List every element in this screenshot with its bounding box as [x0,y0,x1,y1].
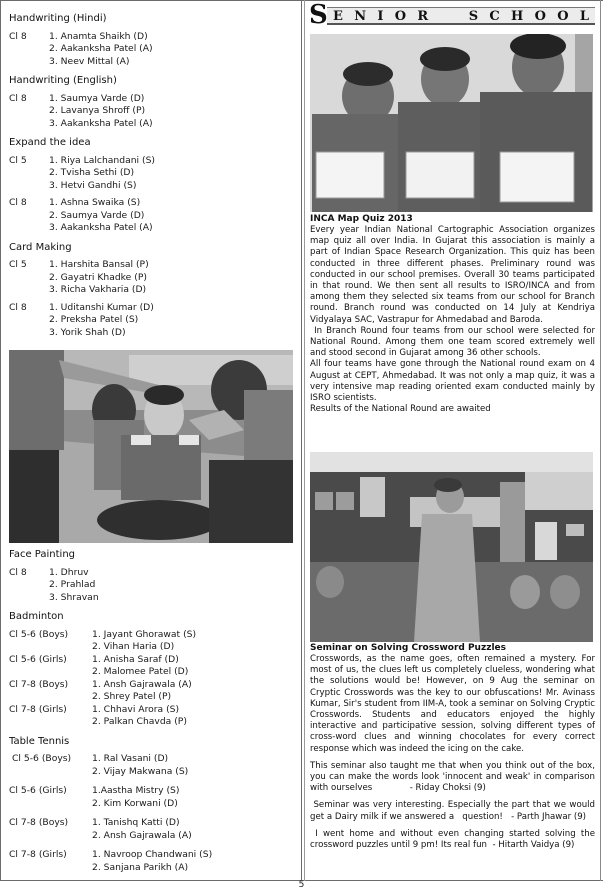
winner: 3. Neev Mittal (A) [49,55,130,67]
seminar-article [310,643,598,851]
winner-list [49,567,99,605]
winner: 2. Vihan Haria (D) [92,641,175,652]
winner: 1. Uditanshi Kumar (D) [49,301,154,313]
section-title: Expand the idea [9,137,91,148]
masthead-letter: S [468,9,479,24]
section-title: Face Painting [9,549,76,560]
masthead-letter: I [377,9,384,24]
winner-list [92,704,187,729]
left-column-results [9,8,297,344]
winner: 3. Aakanksha Patel (A) [49,222,153,233]
winner: 1. Dhruv [49,566,89,578]
article-paragraph: Crosswords, as the name goes, often remained a mystery. For most of us, the clues left us completely clueless, wondering what the solutions would be! However, on 9 Aug the seminar on Cryptic Crosswords was the key to our obfuscations! Mr. Avinass Kumar, Sir's student from IIM-A, took a seminar on Solving Cryptic Crosswords. Students and educators enjoyed the highly interactive and participative session, solving different types of cross-word clues and winning chocolates for every correct response which was indeed the icing on the cake. [310,654,595,754]
class-label: Cl 5-6 (Girls) [9,785,67,796]
result-group [9,849,297,874]
class-label: Cl 8 [9,301,27,313]
class-label: Cl 5 [9,259,27,270]
student-quote [310,761,595,795]
winner: 1. Ansh Gajrawala (A) [92,678,192,690]
winner: 1. Chhavi Arora (S) [92,703,180,715]
result-group [9,817,297,842]
class-label: Cl 5-6 (Boys) [9,628,69,640]
masthead-letter: H [511,9,524,24]
quote-author: - Hitarth Vaidya (9) [492,840,575,851]
class-label: Cl 8 [9,197,27,208]
result-group [9,679,297,704]
winner: 3. Hetvi Gandhi (S) [49,179,137,191]
winner: 1. Riya Lalchandani (S) [49,154,155,166]
class-label: Cl 8 [9,30,27,42]
article-paragraph: All four teams have gone through the National round exam on 4 August at CEPT, Ahmedabad. It was not only a map quiz, it was a very intensive map reading oriented exam conducted mainly by ISRO scientists. [310,359,595,404]
winner: 2. Saumya Varde (D) [49,209,145,221]
winner-list [92,753,188,778]
result-group [9,753,297,778]
masthead-initial: S [309,0,328,30]
winner-list [92,785,179,810]
article-paragraph: Every year Indian National Cartographic Association organizes map quiz all over India. In Gujarat this association is mainly a part of Indian Space Research Organization. This quiz has been conducted in three different phases. Preliminary round was conducted in our school premises. Overall 30 teams participated in that round. We then sent all results to ISRO/INCA and from among them they selected six teams from our school for Branch round. Branch round was conducted on 14 July at Kendriya Vidyalaya SAC, Vastrapur for Ahmedabad and Baroda. [310,225,595,325]
article-paragraph: In Branch Round four teams from our school were selected for National Round. Among them one team scored extremely well and stood second in Gujarat among 36 other schools. [310,325,598,359]
winner: 2. Vijay Makwana (S) [92,765,189,777]
winner: 3. Richa Vakharia (D) [49,284,147,295]
result-group [9,259,297,297]
masthead-word-gap [439,9,457,24]
class-label: Cl 7-8 (Boys) [9,817,69,828]
class-label: Cl 5-6 (Girls) [9,653,67,665]
article-title: Seminar on Solving Crossword Puzzles [310,643,506,653]
winner: 1. Ral Vasani (D) [92,753,169,764]
winner: 2. Tvisha Sethi (D) [49,167,135,178]
senior-school-masthead [309,0,595,30]
result-group [9,785,297,810]
frame-right-rule [600,0,601,881]
masthead-letter: E [333,9,343,24]
winner-list [92,629,196,654]
quote-author: - Parth Jhawar (9) [511,811,587,822]
result-group [9,567,297,605]
winner-list [49,259,149,297]
winner: 2. Ansh Gajrawala (A) [92,829,192,841]
result-group [9,197,297,235]
seminar-image [310,452,593,642]
column-divider-inner [304,0,305,881]
frame-left-rule [0,0,1,881]
inca-winners-image [310,34,593,212]
result-group [9,93,297,131]
masthead-letter: C [489,9,500,24]
winner-list [92,817,192,842]
winner: 1. Harshita Bansal (P) [49,259,149,270]
winner: 2. Aakanksha Patel (A) [49,43,153,54]
winner: 2. Shrey Patel (P) [92,691,172,702]
masthead-letter: R [417,9,429,24]
section-title: Handwriting (English) [9,75,117,86]
class-label: Cl 5-6 (Boys) [12,753,72,764]
student-quote [310,828,598,851]
page-number: 5 [298,880,305,890]
column-divider [301,0,302,881]
winner: 1. Navroop Chandwani (S) [92,849,213,860]
winner: 2. Sanjana Parikh (A) [92,861,189,873]
winner-list [49,31,153,69]
article-title: INCA Map Quiz 2013 [310,214,413,224]
class-label: Cl 7-8 (Girls) [9,849,67,860]
student-quote [310,800,598,822]
inca-article [310,214,598,415]
winner-list [49,197,153,235]
class-label: Cl 8 [9,92,27,104]
masthead-letter: O [394,9,407,24]
winner-list [49,93,153,131]
class-label: Cl 7-8 (Boys) [9,678,69,690]
winner: 2. Gayatri Khadke (P) [49,271,147,283]
result-group [9,31,297,69]
winner: 1.Aastha Mistry (S) [92,785,180,796]
result-group [9,704,297,729]
winner: 2. Prahlad [49,579,96,590]
section-title: Handwriting (Hindi) [9,13,107,24]
section-title: Table Tennis [9,735,70,747]
winner: 1. Saumya Varde (D) [49,92,145,104]
winner-list [49,155,155,193]
winner: 3. Shravan [49,591,99,603]
quote-text: I went home and without even changing started solving the crossword puzzles until 9 pm! Its real fun [310,828,598,851]
masthead-letter: L [579,9,589,24]
winner: 2. Preksha Patel (S) [49,314,139,325]
section-title: Badminton [9,611,64,622]
result-group [9,654,297,679]
winner: 1. Tanishq Katti (D) [92,817,180,828]
winner-list [92,654,188,679]
masthead-title [333,9,589,24]
winner: 1. Anamta Shaikh (D) [49,30,148,42]
face-painting-image [9,350,293,543]
result-group [9,629,297,654]
winner-list [92,849,212,874]
seminar-photo [310,452,593,642]
winner: 2. Malomee Patel (D) [92,666,189,677]
quote-text: This seminar also taught me that when you think out of the box, you can make the words look 'innocent and weak' in comparison with ourselves [310,760,595,794]
masthead-letter: N [354,9,367,24]
class-label: Cl 8 [9,566,27,578]
winner: 3. Yorik Shah (D) [49,326,126,338]
winner: 2. Palkan Chavda (P) [92,716,187,727]
masthead-letter: O [557,9,569,24]
inca-winners-photo [310,34,593,212]
winner: 2. Lavanya Shroff (P) [49,105,146,116]
quote-text: Seminar was very interesting. Especially the part that we would get a Dairy milk if we answered a question! [310,800,598,822]
section-title: Card Making [9,241,72,253]
winner: 3. Aakanksha Patel (A) [49,117,153,129]
winner-list [92,679,192,704]
masthead-letter: O [534,9,546,24]
left-column-results-lower [9,544,297,879]
class-label: Cl 5 [9,154,27,166]
winner: 1. Anisha Saraf (D) [92,653,179,665]
winner: 2. Kim Korwani (D) [92,797,178,809]
face-painting-photo [9,350,293,543]
article-paragraph: Results of the National Round are awaited [310,404,491,415]
quote-author: - Riday Choksi (9) [409,783,486,794]
result-group [9,155,297,193]
class-label: Cl 7-8 (Girls) [9,703,67,715]
winner: 1. Jayant Ghorawat (S) [92,628,197,640]
winner: 1. Ashna Swaika (S) [49,197,141,208]
winner-list [49,302,154,340]
result-group [9,302,297,340]
